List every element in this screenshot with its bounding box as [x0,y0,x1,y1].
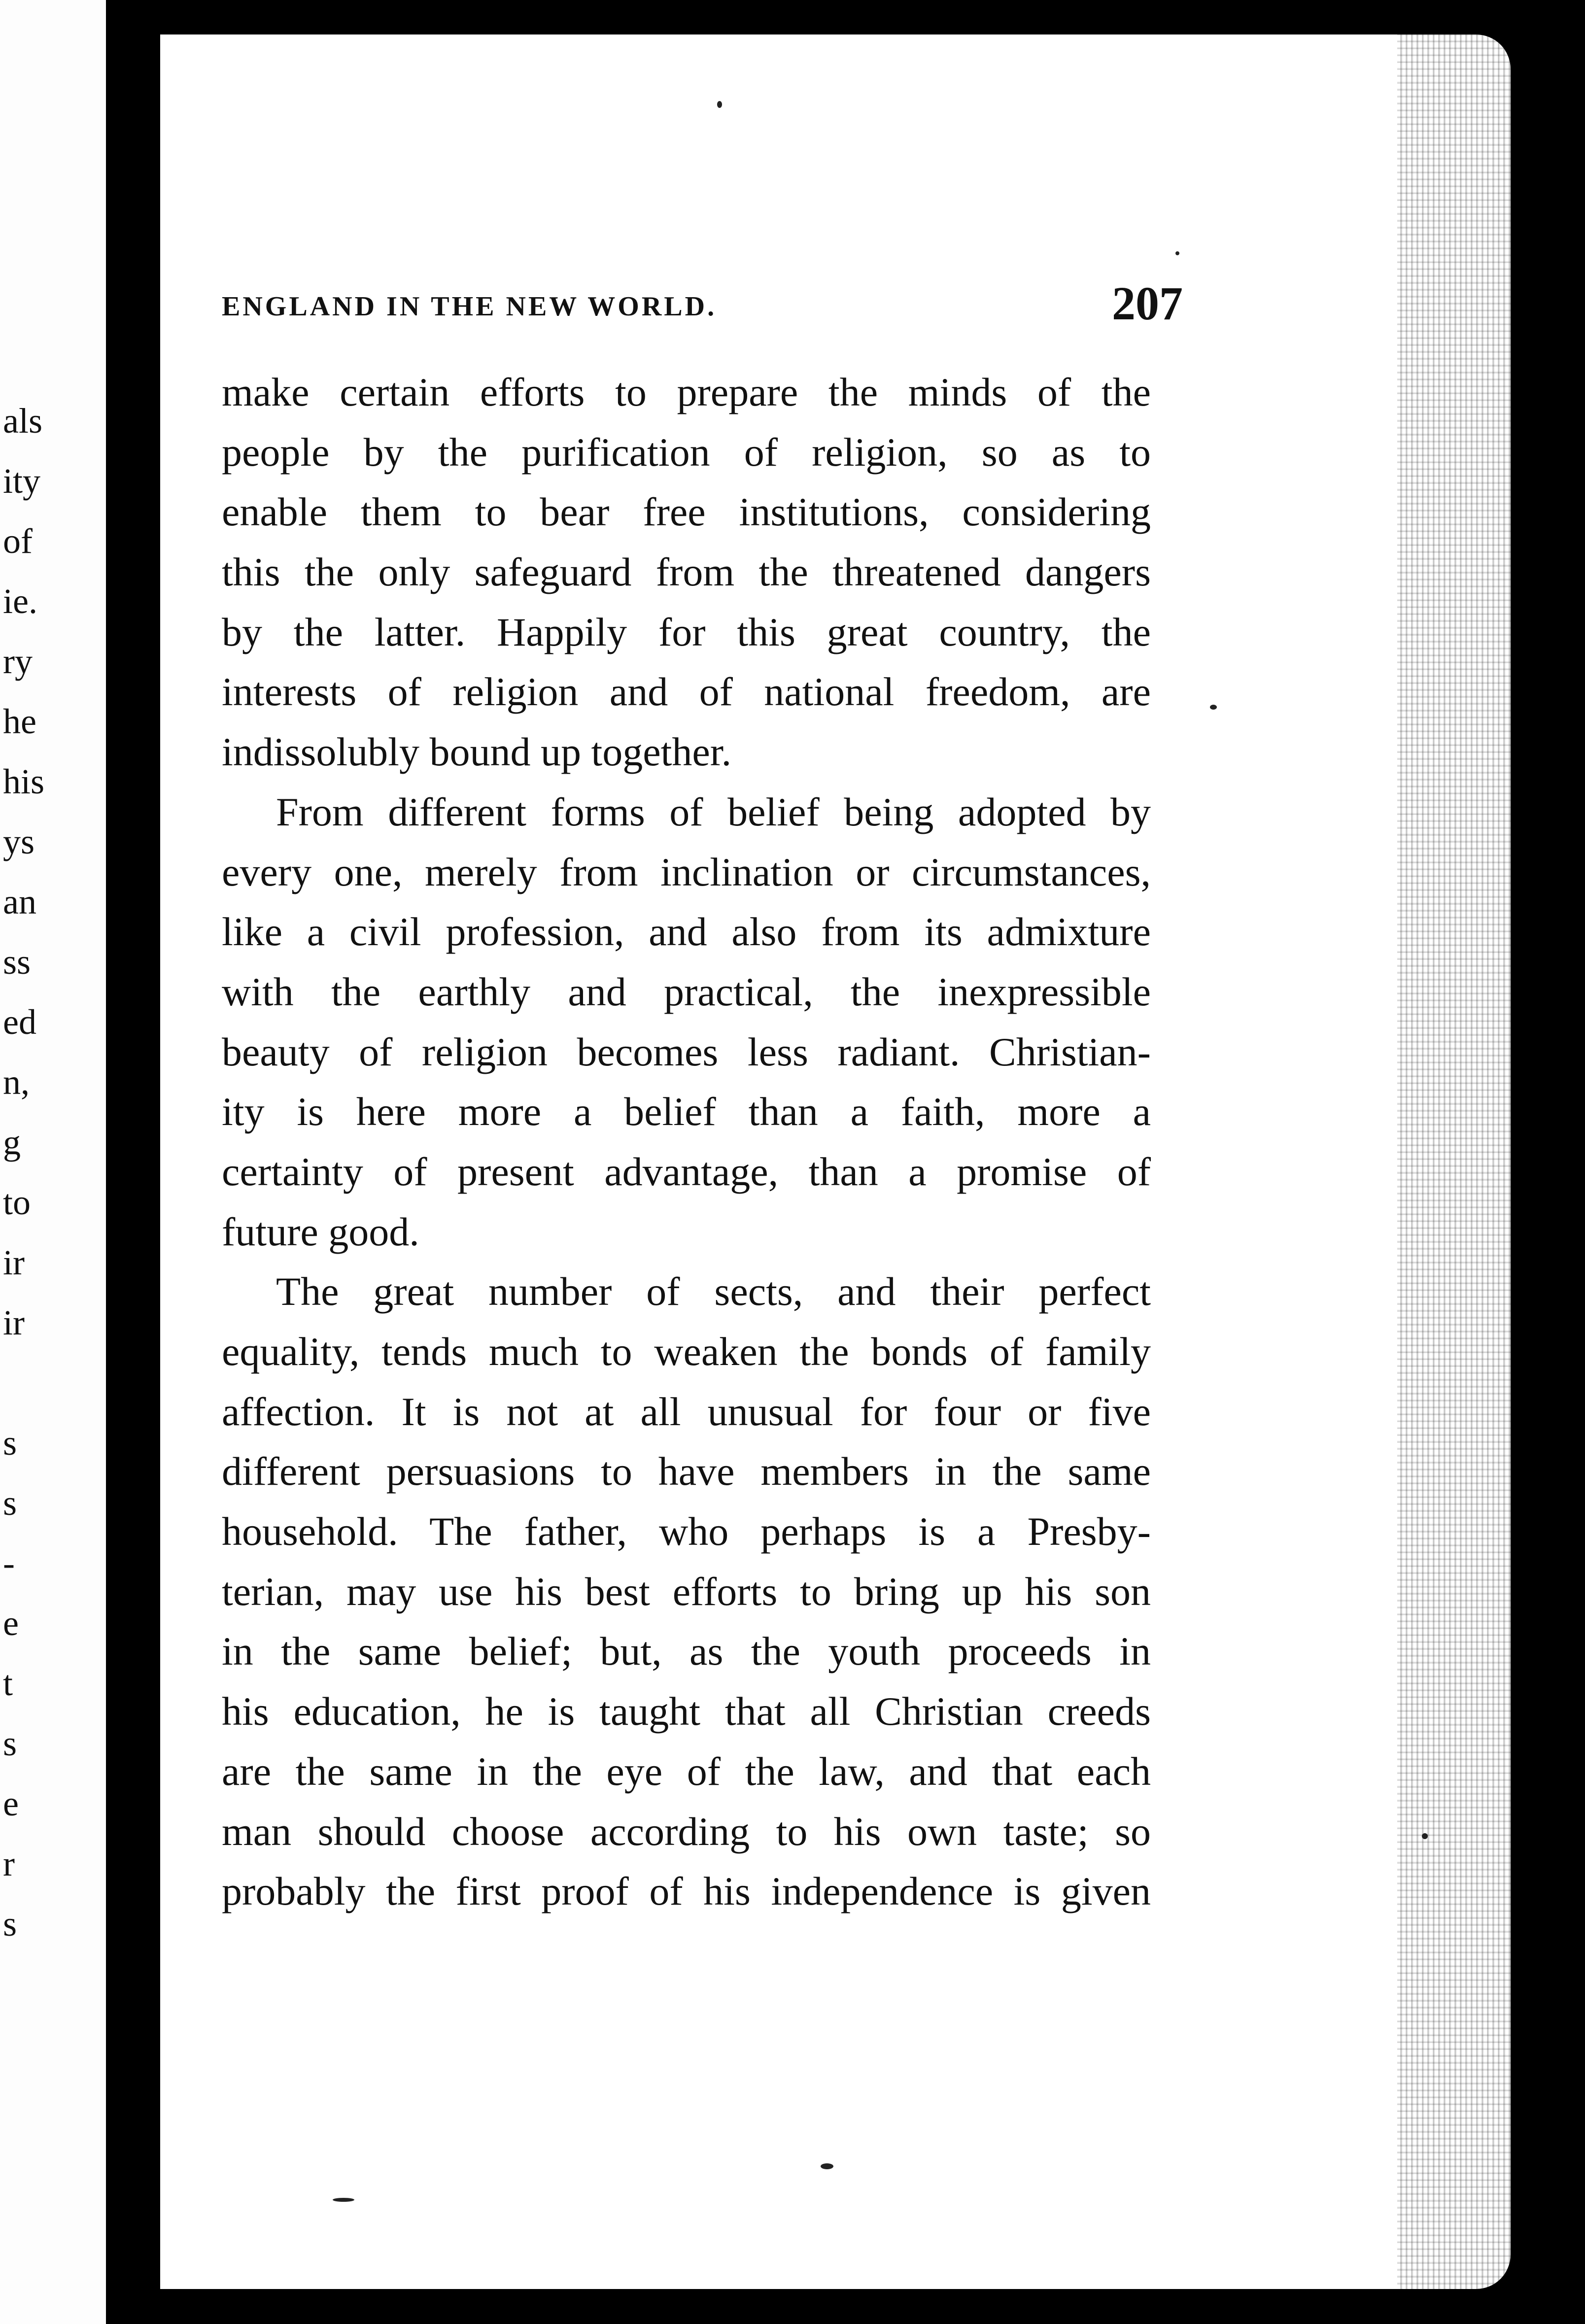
text-line: equality, tends much to weaken the bonds of family [222,1329,1151,1374]
ink-speck [333,2198,354,2202]
book-gutter [106,0,160,2324]
facing-page-fragment: ir [3,1303,25,1342]
ink-speck [821,2163,833,2169]
page-header [222,276,1183,335]
text-line: in the same belief; but, as the youth proceeds in [222,1629,1151,1674]
facing-page-fragment: ss [3,942,31,982]
text-line: affection. It is not at all unusual for four or five [222,1389,1151,1434]
facing-page-fragment: s [3,1724,17,1763]
facing-page-fragment: e [3,1604,19,1643]
facing-page-fragment: s [3,1423,17,1463]
facing-page-fragment: his [3,762,45,801]
text-line: beauty of religion becomes less radiant. Christian- [222,1029,1151,1074]
facing-page-fragment: g [3,1123,21,1162]
facing-page-edge [0,0,106,2324]
text-line: make certain efforts to prepare the minds of the [222,370,1151,414]
text-line: probably the first proof of his independence is given [222,1869,1151,1914]
ink-speck [1175,251,1179,255]
facing-page-fragment: an [3,882,36,922]
text-line: terian, may use his best efforts to bring up his son [222,1569,1151,1614]
facing-page-fragment: als [3,401,42,441]
facing-page-fragment: r [3,1844,15,1883]
text-line: with the earthly and practical, the inexpressible [222,969,1151,1014]
text-line: every one, merely from inclination or circumstances, [222,849,1151,894]
text-line: ity is here more a belief than a faith, more a [222,1089,1151,1134]
text-line: are the same in the eye of the law, and that each [222,1748,1151,1794]
text-line: certainty of present advantage, than a promise of [222,1149,1151,1194]
facing-page-fragment: ir [3,1243,25,1282]
text-line: man should choose according to his own taste; so [222,1809,1151,1854]
text-line: different persuasions to have members in the same [222,1449,1151,1494]
text-line: From different forms of belief being adopted by [276,789,1151,834]
text-line: his education, he is taught that all Christian creeds [222,1689,1151,1734]
page-number: 207 [1112,277,1183,330]
facing-page-fragment: n, [3,1062,30,1102]
text-line: indissolubly bound up together. [222,729,732,775]
facing-page-fragment: of [3,521,33,561]
text-line: household. The father, who perhaps is a Presby- [222,1509,1151,1554]
facing-page-fragment: ity [3,461,41,501]
text-line: interests of religion and of national freedom, are [222,669,1151,715]
ink-speck [717,101,722,108]
facing-page-fragment: ie. [3,581,37,621]
body-text [222,362,1151,1921]
facing-page-fragment: t [3,1664,13,1703]
text-line: future good. [222,1209,419,1254]
text-line: The great number of sects, and their perfect [276,1269,1151,1314]
facing-page-fragment: to [3,1183,31,1222]
ink-speck [1422,1833,1428,1839]
ink-speck [1210,705,1217,710]
text-line: this the only safeguard from the threatened dangers [222,549,1151,595]
facing-page-fragment: ry [3,642,33,681]
running-head: ENGLAND IN THE NEW WORLD. [222,291,717,322]
text-line: like a civil profession, and also from its admixture [222,909,1151,955]
facing-page-fragment: s [3,1483,17,1523]
facing-page-fragment: - [3,1543,15,1583]
page-edge-noise [1397,34,1511,2289]
facing-page-fragment: ys [3,822,35,861]
text-line: people by the purification of religion, so as to [222,429,1151,475]
facing-page-fragment: he [3,702,36,741]
text-line: enable them to bear free institutions, considering [222,489,1151,535]
facing-page-fragment: e [3,1784,19,1823]
facing-page-fragment: ed [3,1002,36,1042]
text-line: by the latter. Happily for this great country, the [222,609,1151,654]
facing-page-fragment: s [3,1904,17,1944]
